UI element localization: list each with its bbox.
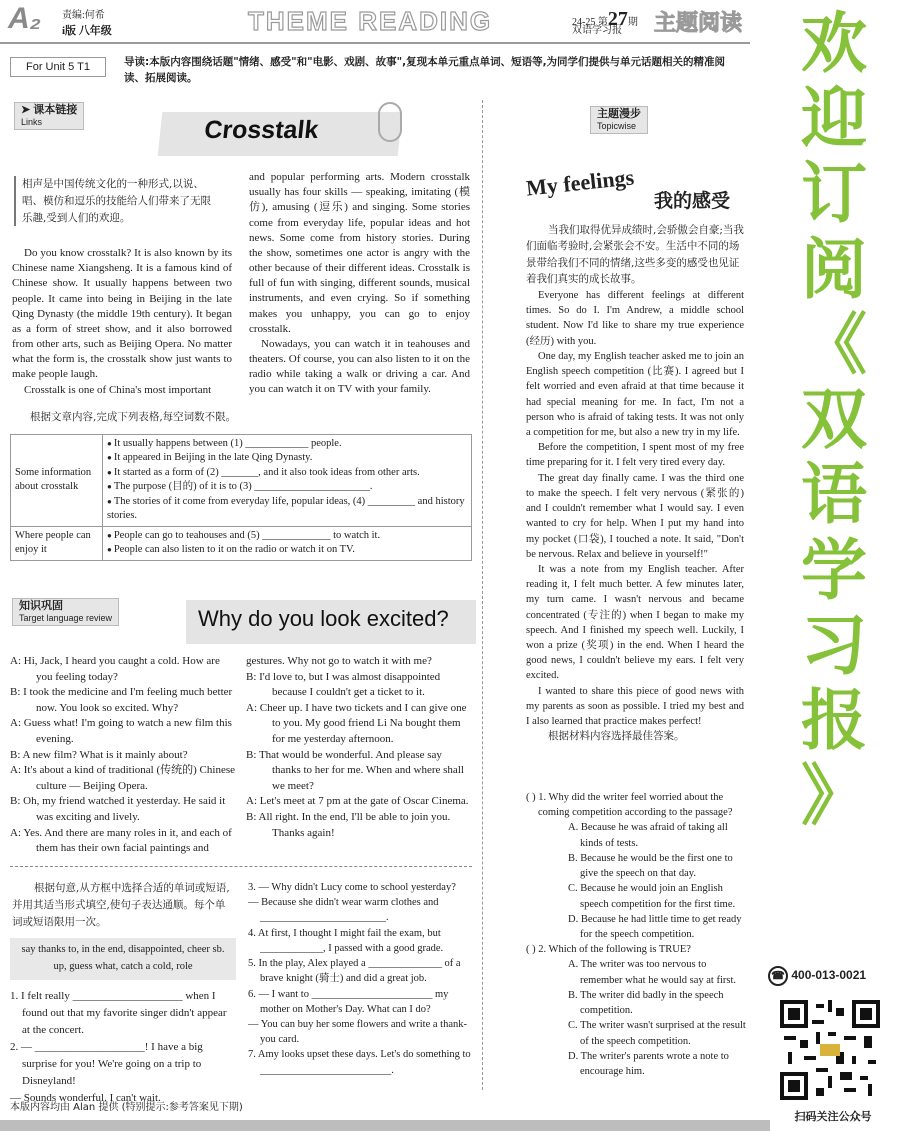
- paragraph: I wanted to share this piece of good news with my parents as soon as possible. I tried my best and I also learned that practice makes perfect!: [526, 685, 744, 728]
- exercise-item: 6. — I want to _______________________ my mother on Mother's Day. What can I do?: [248, 988, 449, 1015]
- crosstalk-right-column: [249, 170, 470, 398]
- microphone-icon: [378, 102, 402, 142]
- crosstalk-left-column: [12, 246, 232, 398]
- exercise-item: 4. At first, I thought I might fail the exam, but ____________, I passed with a good grade.: [248, 927, 444, 954]
- intro-text: 导读:本版内容围绕话题"情绪、感受"和"电影、戏剧、故事",复现本单元重点单词、短语等,为同学们提供与单元话题相关的精准阅读、拓展阅读。: [124, 56, 726, 85]
- crosstalk-summary: 相声是中国传统文化的一种形式,以说、唱、模仿和逗乐的技能给人们带来了无限乐趣,受到人们的欢迎。: [14, 176, 214, 226]
- paragraph: and popular performing arts. Modern crosstalk usually has four skills — speaking, imitating (模仿), amusing (逗乐) and singing. Some stories come from everyday life, popular ideas and hot news. Some come from history stories. During the show, sometimes one actor is angry with the other because of their different ideas. Crosstalk is full of fun with singing, different sounds, musical instruments, and even crying. So if something makes you unhappy, you can go to enjoy crosstalk.: [249, 171, 470, 335]
- dialogue-line: B: All right. In the end, I'll be able to join you. Thanks again!: [246, 811, 451, 839]
- crosstalk-title: Crosstalk: [158, 112, 403, 156]
- exercise-item: 5. In the play, Alex played a ______________ of a brave knight (骑士) and did a great job.: [248, 958, 461, 985]
- cursor-icon: ➤: [21, 104, 34, 116]
- option: C. The writer wasn't surprised at the result of the speech competition.: [568, 1020, 746, 1047]
- footer-note: 本版内容均由 Alan 提供 (特别提示:参考答案见下期): [10, 1102, 243, 1113]
- dialogue-line: A: Yes. And there are many roles in it, and each of them has their own facial paintings and: [10, 826, 232, 855]
- question: ( ) 2. Which of the following is TRUE?: [526, 944, 691, 956]
- exercise-right: [248, 880, 472, 1078]
- promo-char: 报: [801, 682, 867, 760]
- table-label: Where people can enjoy it: [11, 526, 103, 560]
- dialogue-line: A: Cheer up. I have two tickets and I can give one to you. My good friend Li Na bought them for me yesterday afternoon.: [246, 701, 467, 746]
- divider: [10, 866, 472, 867]
- exercise-item: — Because she didn't wear warm clothes and ________________________.: [248, 897, 439, 924]
- paragraph: The great day finally came. I was the third one to make the speech. I felt very nervous (紧张的) and I couldn't remember what I would say. I even wanted to cry for help. When I put my hand into my pocket (口袋), I touched a note. It said, "Don't be nervous. Relax and believe in yourself!": [526, 472, 744, 560]
- promo-char: 《: [801, 305, 867, 383]
- promo-char: 习: [801, 606, 867, 684]
- phone-number: 400-013-0021: [791, 968, 867, 983]
- promo-char: 语: [801, 456, 867, 534]
- dialogue-line: B: I took the medicine and I'm feeling much better now. You look so excited. Why?: [10, 686, 233, 714]
- table-item: ● People can go to teahouses and (5) _____________ to watch it.: [107, 529, 467, 543]
- review-tag: 知识巩固 Target language review: [12, 598, 119, 626]
- paragraph: Nowadays, you can watch it in teahouses and theaters. Of course, you can also listen to it on the radio while taking a walk or driving a car. And you can watch it on TV with your family.: [249, 337, 470, 396]
- paragraph: Do you know crosstalk? It is also known by its Chinese name Xiangsheng. It is a famous kind of Chinese show. It usually happens between two people. It came into being in Beijing in the late Qing Dynasty (the middle 19th century). It began as a form of street show, and it also borrowed from other arts, such as Beijing Opera. No matter what the form is, the crosstalk show just wants to make people laugh.: [12, 247, 232, 381]
- promo-char: 迎: [801, 80, 867, 158]
- exercise-item: 7. Amy looks upset these days. Let's do something to _________________________.: [248, 1049, 471, 1076]
- dialogue-line: B: That would be wonderful. And please say thanks to her for me. When and where shall we meet?: [246, 748, 464, 792]
- exercise-item: — You can buy her some flowers and write a thank-you card.: [248, 1018, 467, 1046]
- unit-label: For Unit 5 T1: [10, 57, 106, 77]
- phone-contact: [768, 966, 898, 986]
- table-item: ● It usually happens between (1) ____________ people.: [107, 437, 467, 451]
- exercise-left: [10, 988, 234, 1107]
- option: A. Because he was afraid of taking all kinds of tests.: [568, 822, 728, 849]
- exercise-item: 2. — ____________________! I have a big surprise for you! We're going on a trip to Disneyland!: [10, 1041, 203, 1088]
- dialogue-line: A: Let's meet at 7 pm at the gate of Oscar Cinema.: [246, 795, 469, 808]
- option: A. The writer was too nervous to remember what he would say at first.: [568, 959, 736, 986]
- paragraph: Before the competition, I spent most of my free time preparing for it. I felt very tired every day.: [526, 442, 744, 469]
- dialogue-right: [246, 654, 472, 841]
- editor-credit: 责编:何希: [62, 10, 105, 21]
- exercise-item: 1. I felt really ____________________ when I found out that my favorite singer didn't appear at the concert.: [10, 990, 227, 1037]
- feelings-title-cn: 我的感受: [654, 190, 731, 212]
- issue-number: 24-25 第27期: [572, 8, 638, 30]
- table-row: [11, 435, 472, 527]
- option: D. The writer's parents wrote a note to encourage him.: [568, 1050, 729, 1077]
- feelings-questions: [526, 790, 746, 1079]
- option: D. Because he had little time to get ready for the speech competition.: [568, 913, 742, 940]
- subscribe-promo: [770, 6, 898, 834]
- table-cell: [103, 435, 472, 527]
- table-item: ● The purpose (目的) of it is to (3) ______________________.: [107, 480, 467, 494]
- page-header: [0, 0, 750, 44]
- bottom-bar: [0, 1120, 770, 1131]
- dialogue-line: A: Guess what! I'm going to watch a new film this evening.: [10, 717, 232, 746]
- table-item: ● It started as a form of (2) _______, and it also took ideas from other arts.: [107, 466, 467, 480]
- paragraph: Everyone has different feelings at different times. So do I. I'm Andrew, a middle school student. Now I'd like to share my true experience (经历) with you.: [526, 290, 744, 347]
- table-label: Some information about crosstalk: [11, 435, 103, 527]
- qr-code[interactable]: [780, 1000, 880, 1100]
- topicwise-tag: 主题漫步 Topicwise: [590, 106, 648, 134]
- dialogue-line: A: Hi, Jack, I heard you caught a cold. How are you feeling today?: [10, 655, 220, 683]
- exercise-item: 3. — Why didn't Lucy come to school yesterday?: [248, 882, 456, 893]
- promo-char: 欢: [801, 5, 867, 82]
- page-logo: A₂: [8, 2, 42, 35]
- paper-name: 双语学习报: [572, 25, 622, 36]
- feelings-title-en: My feelings: [524, 164, 636, 201]
- dialogue-line: B: Oh, my friend watched it yesterday. He said it was exciting and lively.: [10, 795, 226, 824]
- question-instruction: 根据材料内容选择最佳答案。: [548, 730, 685, 743]
- dialogue-line: gestures. Why not go to watch it with me?: [246, 655, 432, 667]
- table-item: ● It appeared in Beijing in the late Qing Dynasty.: [107, 451, 467, 465]
- dialogue-title: Why do you look excited?: [186, 600, 476, 644]
- paragraph: It was a note from my English teacher. After reading it, I felt much better. A few minutes later, my turn came. I wasn't nervous and became concentrated (专注的) when I began to make my speech. And I finished my speech well. Luckily, I won a prize (奖项) in the end. When I heard the good news, I couldn't believe my ears. I felt very excited.: [526, 563, 744, 682]
- edition-label: i版 八年级: [62, 25, 112, 37]
- dialogue-line: B: A new film? What is it mainly about?: [10, 748, 188, 761]
- scan-label: 扫码关注公众号: [794, 1110, 872, 1123]
- table-instruction: 根据文章内容,完成下列表格,每空词数不限。: [30, 411, 237, 423]
- exercise-instruction: 根据句意,从方框中选择合适的单词或短语,并用其适当形式填空,使句子表达通顺。每个单词或短语限用一次。: [12, 882, 230, 928]
- paragraph: One day, my English teacher asked me to join an English speech competition (比赛). I agreed but I felt worried and even afraid at that time because it had special meaning for me. In fact, I'm not a person who is afraid of taking tests. It was not only a competition for me, but also a new try in my life.: [526, 350, 744, 438]
- exercise-item: — Sounds wonderful. I can't wait.: [10, 1092, 161, 1105]
- option: B. The writer did badly in the speech competition.: [568, 989, 724, 1017]
- word-box: say thanks to, in the end, disappointed, cheer sb. up, guess what, catch a cold, role: [10, 938, 236, 980]
- table-item: ● The stories of it come from everyday life, popular ideas, (4) _________ and history stories.: [107, 495, 467, 524]
- table-cell: [103, 526, 472, 560]
- phone-icon: ☎: [768, 966, 788, 986]
- promo-char: 》: [801, 757, 867, 835]
- feelings-summary: 当我们取得优异成绩时,会骄傲会自豪;当我们面临考验时,会紧张会不安。生活中不同的场景带给我们不同的情绪,这些多变的感受也见证着我们真实的成长故事。: [526, 224, 744, 285]
- links-tag: ➤ 课本链接 Links: [14, 102, 84, 130]
- dialogue-left: [10, 654, 236, 857]
- promo-char: 订: [801, 155, 867, 233]
- question: ( ) 1. Why did the writer feel worried about the coming competition according to the passage?: [526, 792, 733, 819]
- table-row: [11, 526, 472, 560]
- promo-char: 阅: [801, 230, 867, 308]
- option: C. Because he would join an English speech competition for the first time.: [568, 883, 736, 910]
- theme-title: THEME READING: [248, 6, 493, 36]
- column-divider: [482, 100, 483, 1090]
- table-item: ● People can also listen to it on the radio or watch it on TV.: [107, 543, 467, 557]
- section-tag: 主题阅读: [654, 11, 743, 36]
- promo-char: 学: [801, 531, 867, 609]
- promo-char: 双: [801, 381, 867, 459]
- dialogue-line: B: I'd love to, but I was almost disappointed because I couldn't get a ticket to it.: [246, 670, 441, 699]
- crosstalk-table: [10, 434, 472, 561]
- feelings-article: [526, 288, 744, 745]
- option: B. Because he would be the first one to give the speech on that day.: [568, 852, 733, 880]
- dialogue-line: A: It's about a kind of traditional (传统的) Chinese culture — Beijing Opera.: [10, 764, 235, 792]
- paragraph: Crosstalk is one of China's most important: [24, 383, 212, 396]
